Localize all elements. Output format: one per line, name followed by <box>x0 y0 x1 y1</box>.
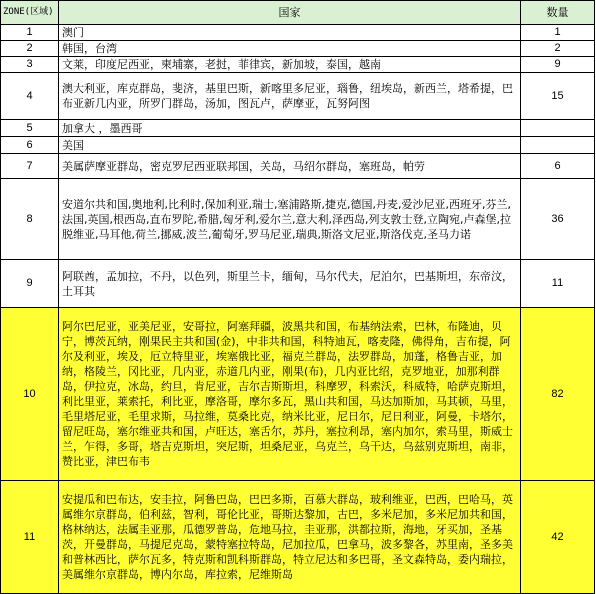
table-row <box>1 41 595 57</box>
zone-cell: 6 <box>1 137 59 154</box>
zone-cell: 11 <box>1 481 59 594</box>
quantity-cell: 2 <box>521 41 595 57</box>
zone-cell: 2 <box>1 41 59 57</box>
quantity-cell: 36 <box>521 179 595 260</box>
header-country: 国家 <box>59 1 521 25</box>
zone-cell: 1 <box>1 25 59 41</box>
countries-cell: 加拿大 ，墨西哥 <box>59 120 521 137</box>
table-row <box>1 179 595 260</box>
zone-cell: 3 <box>1 57 59 73</box>
table-row <box>1 481 595 594</box>
table-row <box>1 308 595 481</box>
table-row <box>1 57 595 73</box>
zone-cell: 4 <box>1 73 59 120</box>
quantity-cell: 6 <box>521 154 595 179</box>
zone-cell: 7 <box>1 154 59 179</box>
countries-cell: 澳大利亚，库克群岛，斐济，基里巴斯，新喀里多尼亚，瑙鲁，纽埃岛，新西兰，塔希提，巴布亚新几内亚，所罗门群岛，汤加，图瓦卢，萨摩亚，瓦努阿图 <box>59 73 521 120</box>
quantity-cell: 1 <box>521 25 595 41</box>
quantity-cell: 42 <box>521 481 595 594</box>
countries-cell: 阿联酋，孟加拉，不丹，以色列，斯里兰卡，缅甸，马尔代夫，尼泊尔，巴基斯坦，东帝汶，土耳其 <box>59 260 521 308</box>
quantity-cell: 9 <box>521 57 595 73</box>
zone-cell: 10 <box>1 308 59 481</box>
countries-cell: 美属萨摩亚群岛，密克罗尼西亚联邦国，关岛，马绍尔群岛，塞班岛，帕劳 <box>59 154 521 179</box>
countries-cell: 澳门 <box>59 25 521 41</box>
table-row <box>1 137 595 154</box>
zone-cell: 5 <box>1 120 59 137</box>
header-quantity: 数量 <box>521 1 595 25</box>
table-row <box>1 25 595 41</box>
table-row <box>1 73 595 120</box>
header-zone: ZONE(区域) <box>1 1 59 25</box>
countries-cell: 安提瓜和巴布达，安圭拉，阿鲁巴岛，巴巴多斯，百慕大群岛，玻利维亚，巴西，巴哈马，英属维尔京群岛，伯利兹，智利，哥伦比亚，哥斯达黎加，古巴，多米尼加，多米尼加共和国，格林纳达，法属圭亚那，瓜德罗普岛，危地马拉，圭亚那，洪都拉斯，海地，牙买加，圣基茨，开曼群岛，马提尼克岛，蒙特塞拉特岛，尼加拉瓜，巴拿马，波多黎各，苏里南，圣多美和普林西比，萨尔瓦多，特克斯和凯科斯群岛，特立尼达和多巴哥，圣文森特岛，委内瑞拉，美属维尔京群岛，博内尔岛，库拉索，尼维斯岛 <box>59 481 521 594</box>
countries-cell: 韩国，台湾 <box>59 41 521 57</box>
quantity-cell: 11 <box>521 260 595 308</box>
countries-cell: 阿尔巴尼亚，亚美尼亚，安哥拉，阿塞拜疆，波黑共和国，布基纳法索，巴林，布隆迪，贝宁，博茨瓦纳，刚果民主共和国(金)，中非共和国，科特迪瓦，喀麦隆，佛得角，吉布提，阿尔及利亚，埃及，厄立特里亚，埃塞俄比亚，福克兰群岛，法罗群岛，加蓬，格鲁吉亚，加纳，格陵兰，冈比亚，几内亚，赤道几内亚，刚果(布)，几内亚比绍，克罗地亚，加那利群岛，伊拉克，冰岛，约旦，肯尼亚，吉尔吉斯斯坦，科摩罗，科索沃，科威特，哈萨克斯坦，利比里亚，莱索托，利比亚，摩洛哥，摩尔多瓦，黑山共和国，马达加斯加，马其顿，马里，毛里塔尼亚，毛里求斯，马拉维，莫桑比克，纳米比亚，尼日尔，尼日利亚，阿曼，卡塔尔，留尼旺岛，塞尔维亚共和国，卢旺达，塞舌尔，苏丹，塞拉利昂，塞内加尔，索马里，斯威士兰，乍得，多哥，塔吉克斯坦，突尼斯，坦桑尼亚，乌克兰，乌干达，乌兹别克斯坦，南非，赞比亚，津巴布韦 <box>59 308 521 481</box>
quantity-cell: 82 <box>521 308 595 481</box>
quantity-cell <box>521 137 595 154</box>
countries-cell: 文莱，印度尼西亚，柬埔寨，老挝，菲律宾，新加坡，泰国，越南 <box>59 57 521 73</box>
table-row <box>1 154 595 179</box>
countries-cell: 安道尔共和国,奥地利,比利时,保加利亚,瑞士,塞浦路斯,捷克,德国,丹麦,爱沙尼亚,西班牙,芬兰,法国,英国,根西岛,直布罗陀,希腊,匈牙利,爱尔兰,意大利,泽西岛,列支敦士登,立陶宛,卢森堡,拉脱维亚,马耳他,荷兰,挪威,波兰,葡萄牙,罗马尼亚,瑞典,斯洛文尼亚,斯洛伐克,圣马力诺 <box>59 179 521 260</box>
countries-cell: 美国 <box>59 137 521 154</box>
zone-cell: 9 <box>1 260 59 308</box>
quantity-cell <box>521 120 595 137</box>
zone-cell: 8 <box>1 179 59 260</box>
quantity-cell: 15 <box>521 73 595 120</box>
table-row <box>1 120 595 137</box>
table-row <box>1 260 595 308</box>
header-row <box>1 1 595 25</box>
